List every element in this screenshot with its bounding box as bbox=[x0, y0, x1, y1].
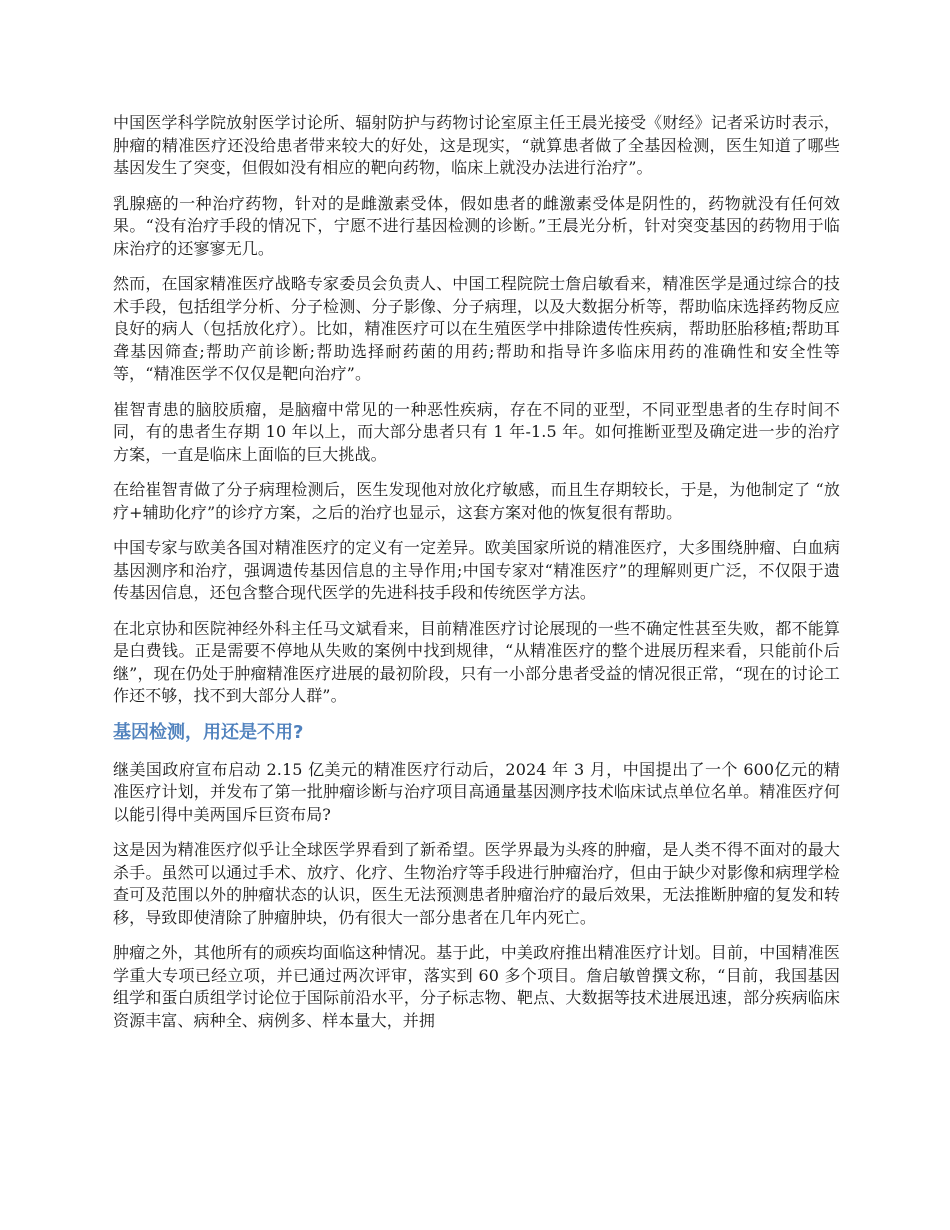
paragraph-3: 然而，在国家精准医疗战略专家委员会负责人、中国工程院院士詹启敏看来，精准医学是通过综合的技术手段，包括组学分析、分子检测、分子影像、分子病理，以及大数据分析等，帮助临床选择药物反应良好的病人（包括放化疗）。比如，精准医疗可以在生殖医学中排除遗传性疾病，帮助胚胎移植;帮助耳聋基因筛查;帮助产前诊断;帮助选择耐药菌的用药;帮助和指导许多临床用药的准确性和安全性等等，“精准医学不仅仅是靶向治疗”。 bbox=[113, 274, 840, 383]
paragraph-10: 肿瘤之外，其他所有的顽疾均面临这种情况。基于此，中美政府推出精准医疗计划。目前，中国精准医学重大专项已经立项，并已通过两次评审，落实到 60 多个项目。詹启敏曾撰文称，“目前，我国基因组学和蛋白质组学讨论位于国际前沿水平，分子标志物、靶点、大数据等技术进展迅速，部分疾病临床资源丰富、病种全、病例多、样本量大，并拥 bbox=[113, 943, 840, 1030]
paragraph-7: 在北京协和医院神经外科主任马文斌看来，目前精准医疗讨论展现的一些不确定性甚至失败，都不能算是白费钱。正是需要不停地从失败的案例中找到规律，“从精准医疗的整个进展历程来看，只能前仆后继”，现在仍处于肿瘤精准医疗进展的最初阶段，只有一小部分患者受益的情况很正常，“现在的讨论工作还不够，找不到大部分人群”。 bbox=[113, 618, 840, 705]
paragraph-2: 乳腺癌的一种治疗药物，针对的是雌激素受体，假如患者的雌激素受体是阴性的，药物就没有任何效果。“没有治疗手段的情况下，宁愿不进行基因检测的诊断。”王晨光分析，针对突变基因的药物用于临床治疗的还寥寥无几。 bbox=[113, 193, 840, 258]
paragraph-8: 继美国政府宣布启动 2.15 亿美元的精准医疗行动后，2024 年 3 月，中国提出了一个 600亿元的精准医疗计划，并发布了第一批肿瘤诊断与治疗项目高通量基因测序技术临床试点单位名单。精准医疗何以能引得中美两国斥巨资布局? bbox=[113, 759, 840, 824]
paragraph-6: 中国专家与欧美各国对精准医疗的定义有一定差异。欧美国家所说的精准医疗，大多围绕肿瘤、白血病基因测序和治疗，强调遗传基因信息的主导作用;中国专家对“精准医疗”的理解则更广泛，不仅限于遗传基因信息，还包含整合现代医学的先进科技手段和传统医学方法。 bbox=[113, 538, 840, 602]
paragraph-4: 崔智青患的脑胶质瘤，是脑瘤中常见的一种恶性疾病，存在不同的亚型，不同亚型患者的生存时间不同，有的患者生存期 10 年以上，而大部分患者只有 1 年-1.5 年。如何推断亚型及确定进一步的治疗方案，一直是临床上面临的巨大挑战。 bbox=[113, 399, 840, 464]
paragraph-5: 在给崔智青做了分子病理检测后，医生发现他对放化疗敏感，而且生存期较长，于是，为他制定了 “放疗+辅助化疗”的诊疗方案，之后的治疗也显示，这套方案对他的恢复很有帮助。 bbox=[113, 480, 840, 522]
paragraph-1: 中国医学科学院放射医学讨论所、辐射防护与药物讨论室原主任王晨光接受《财经》记者采访时表示，肿瘤的精准医疗还没给患者带来较大的好处，这是现实，“就算患者做了全基因检测，医生知道了哪些基因发生了突变，但假如没有相应的靶向药物，临床上就没办法进行治疗”。 bbox=[113, 113, 840, 177]
paragraph-9: 这是因为精准医疗似乎让全球医学界看到了新希望。医学界最为头疼的肿瘤，是人类不得不面对的最大杀手。虽然可以通过手术、放疗、化疗、生物治疗等手段进行肿瘤治疗，但由于缺少对影像和病理学检查可及范围以外的肿瘤状态的认识，医生无法预测患者肿瘤治疗的最后效果，无法推断肿瘤的复发和转移，导致即使清除了肿瘤肿块，仍有很大一部分患者在几年内死亡。 bbox=[113, 840, 840, 927]
document-page bbox=[113, 112, 840, 1045]
section-heading: 基因检测，用还是不用? bbox=[113, 721, 304, 743]
